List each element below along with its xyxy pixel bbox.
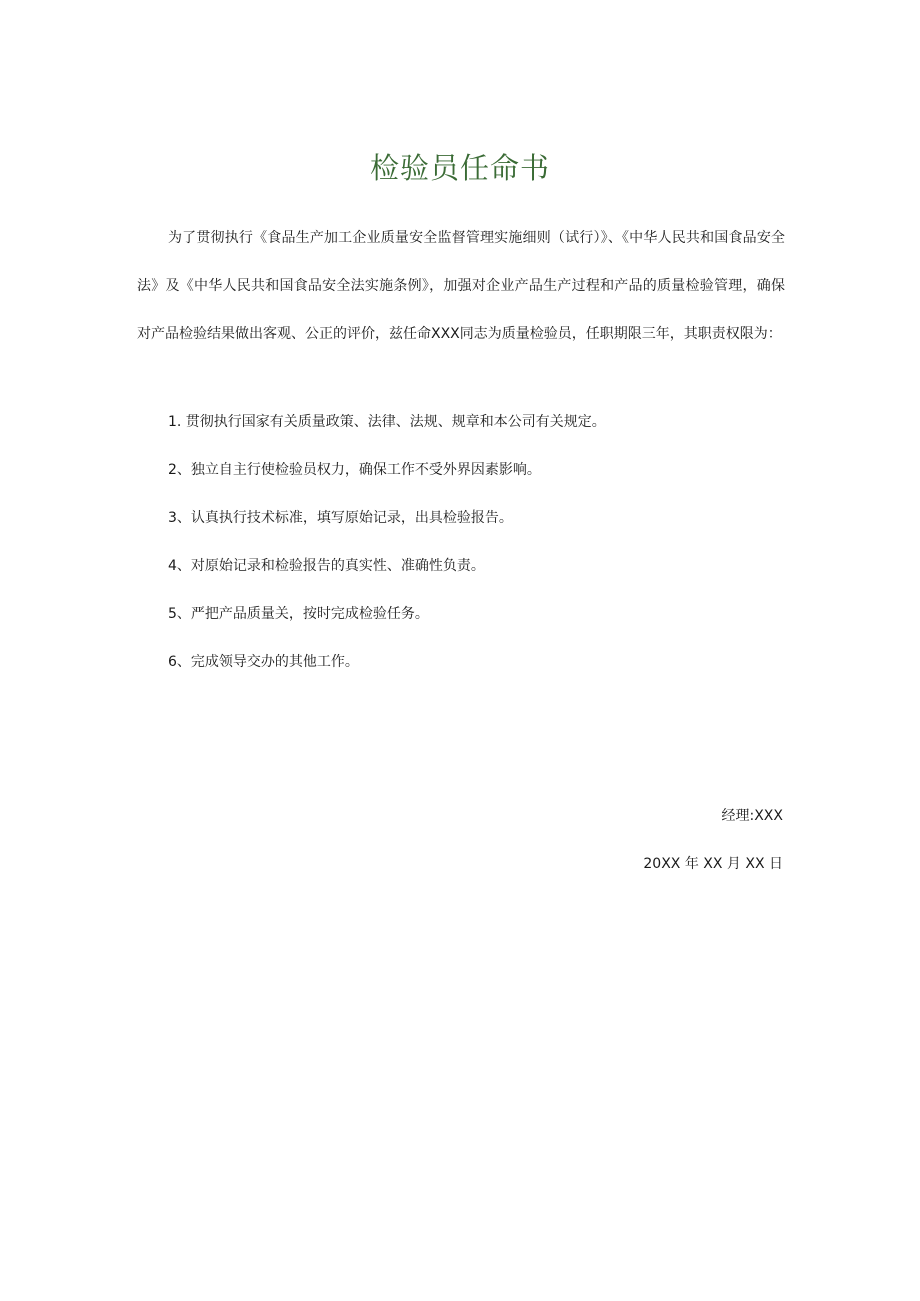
duty-item: 6、完成领导交办的其他工作。 — [168, 654, 359, 670]
duty-item: 1. 贯彻执行国家有关质量政策、法律、法规、规章和本公司有关规定。 — [168, 414, 606, 430]
duty-list — [168, 398, 788, 686]
duty-item: 2、独立自主行使检验员权力，确保工作不受外界因素影响。 — [168, 462, 541, 478]
duty-item: 5、严把产品质量关，按时完成检验任务。 — [168, 606, 429, 622]
intro-paragraph: 为了贯彻执行《食品生产加工企业质量安全监督管理实施细则（试行）》、《中华人民共和国食品安全法》及《中华人民共和国食品安全法实施条例》，加强对企业产品生产过程和产品的质量检验管理，确保对产品检验结果做出客观、公正的评价，兹任命XXX同志为质量检验员，任职期限三年，其职责权限为： — [137, 230, 785, 342]
document-title: 检验员任命书 — [369, 151, 550, 185]
duty-item: 3、认真执行技术标准，填写原始记录，出具检验报告。 — [168, 510, 513, 526]
signature-block — [643, 792, 783, 888]
date-line: 20XX 年 XX 月 XX 日 — [643, 856, 783, 872]
signer-line: 经理:XXX — [721, 808, 783, 824]
duty-item: 4、对原始记录和检验报告的真实性、准确性负责。 — [168, 558, 485, 574]
